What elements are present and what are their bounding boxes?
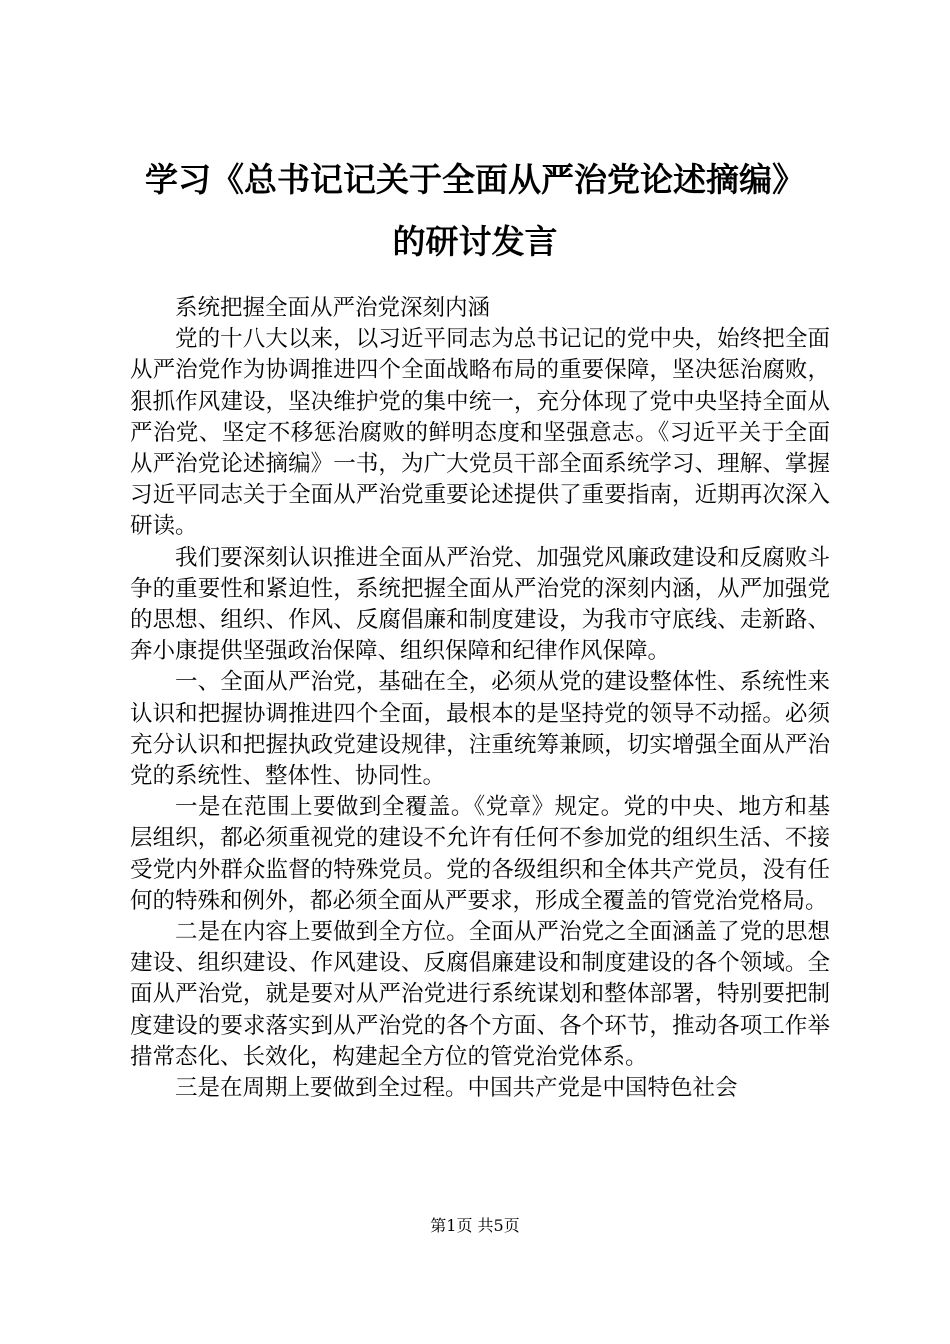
page-number-footer: 第1页 共5页 [430,1216,520,1235]
paragraph: 一、全面从严治党，基础在全，必须从党的建设整体性、系统性来认识和把握协调推进四个全面，最根本的是坚持党的领导不动摇。必须充分认识和把握执政党建设规律，注重统筹兼顾，切实增强全面从严治党的系统性、整体性、协同性。 [130,669,830,790]
paragraph: 二是在内容上要做到全方位。全面从严治党之全面涵盖了党的思想建设、组织建设、作风建设、反腐倡廉建设和制度建设的各个领域。全面从严治党，就是要对从严治党进行系统谋划和整体部署，特别要把制度建设的要求落实到从严治党的各个方面、各个环节，推动各项工作举措常态化、长效化，构建起全方位的管党治党体系。 [130,919,830,1070]
paragraph: 一是在范围上要做到全覆盖。《党章》规定。党的中央、地方和基层组织，都必须重视党的建设不允许有任何不参加党的组织生活、不接受党内外群众监督的特殊党员。党的各级组织和全体共产党员，没有任何的特殊和例外，都必须全面从严要求，形成全覆盖的管党治党格局。 [130,794,830,914]
paragraph: 我们要深刻认识推进全面从严治党、加强党风廉政建设和反腐败斗争的重要性和紧迫性，系统把握全面从严治党的深刻内涵，从严加强党的思想、组织、作风、反腐倡廉和制度建设，为我市守底线、走新路、奔小康提供坚强政治保障、组织保障和纪律作风保障。 [130,544,830,665]
document-title-line-2: 的研讨发言 [392,222,558,261]
paragraph: 三是在周期上要做到全过程。中国共产党是中国特色社会 [175,1075,738,1102]
document-body [130,293,830,1104]
document-title-line-1: 学习《总书记记关于全面从严治党论述摘编》 [145,160,805,199]
paragraph: 党的十八大以来，以习近平同志为总书记记的党中央，始终把全面从严治党作为协调推进四个全面战略布局的重要保障，坚决惩治腐败，狠抓作风建设，坚决维护党的集中统一，充分体现了党中央坚持全面从严治党、坚定不移惩治腐败的鲜明态度和坚强意志。《习近平关于全面从严治党论述摘编》一书，为广大党员干部全面系统学习、理解、掌握习近平同志关于全面从严治党重要论述提供了重要指南，近期再次深入研读。 [130,326,830,540]
section-heading: 系统把握全面从严治党深刻内涵 [175,295,491,321]
